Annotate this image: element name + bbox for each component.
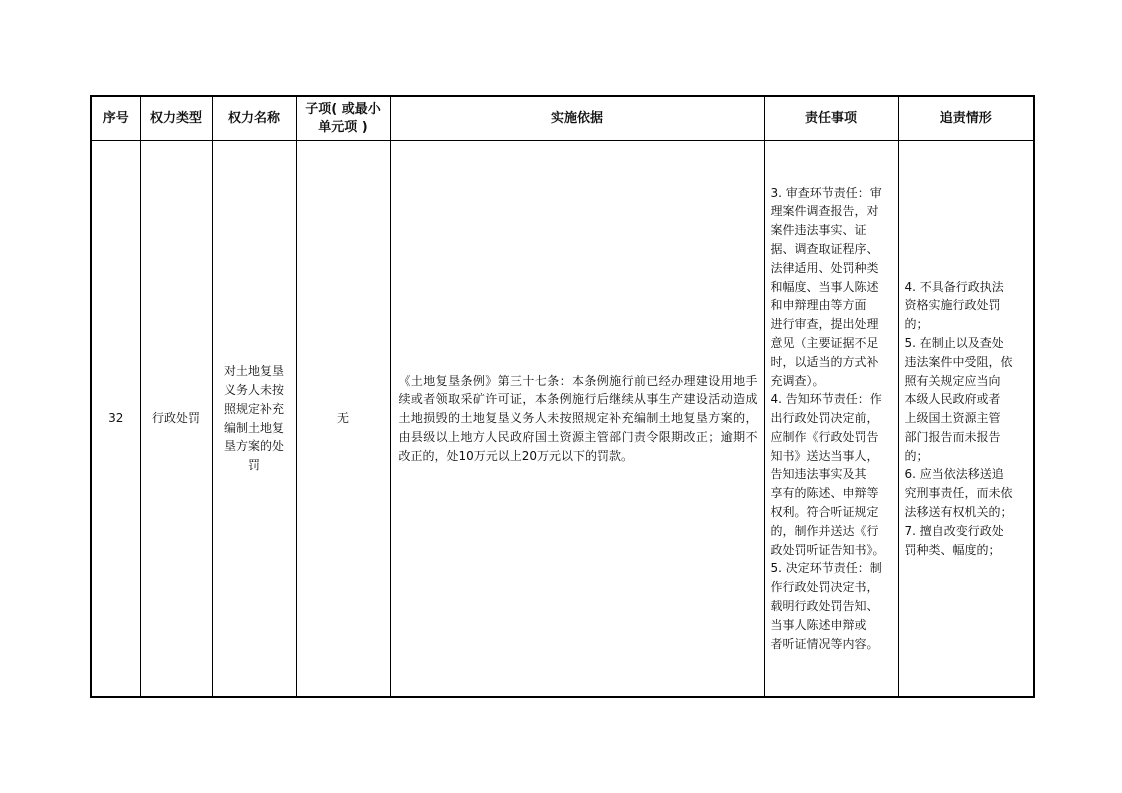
responsibility-line: 当事人陈述申辩或 — [770, 617, 867, 632]
accountability-line: 违法案件中受阻，依 — [904, 354, 1013, 369]
accountability-line: 罚种类、幅度的； — [904, 542, 1001, 557]
responsibility-line: 4. 告知环节责任：作 — [770, 392, 882, 407]
accountability-line: 法移送有权机关的； — [904, 505, 1013, 520]
cell-power-name — [212, 141, 296, 698]
responsibility-line: 作行政处罚决定书， — [770, 580, 879, 595]
responsibility-line: 案件违法事实、证 — [770, 223, 867, 238]
responsibility-line: 法律适用、处罚种类 — [770, 260, 879, 275]
responsibility-line: 理案件调查报告，对 — [770, 204, 879, 219]
responsibility-line: 5. 决定环节责任：制 — [770, 561, 882, 576]
accountability-line: 7. 擅自改变行政处 — [904, 523, 1004, 538]
responsibility-line: 和申辩理由等方面 — [770, 298, 867, 313]
responsibility-line: 据、调查取证程序、 — [770, 241, 879, 256]
accountability-line: 的； — [904, 317, 929, 332]
responsibility-line: 载明行政处罚告知、 — [770, 599, 879, 614]
accountability-line: 部门报告而未报告 — [904, 429, 1001, 444]
header-seq: 序号 — [91, 96, 140, 141]
responsibility-line: 应制作《行政处罚告 — [770, 429, 879, 444]
responsibility-line: 告知违法事实及其 — [770, 467, 867, 482]
accountability-line: 6. 应当依法移送追 — [904, 467, 1004, 482]
header-accountability: 追责情形 — [898, 96, 1034, 141]
responsibility-line: 政处罚听证告知书》。 — [770, 542, 885, 557]
accountability-line: 4. 不具备行政执法 — [904, 279, 1004, 294]
power-name-text: 对土地复垦义务人未按照规定补充编制土地复垦方案的处罚 — [223, 364, 284, 473]
responsibility-line: 和幅度、当事人陈述 — [770, 279, 879, 294]
responsibility-line: 知书》送达当事人， — [770, 448, 879, 463]
cell-power-type: 行政处罚 — [140, 141, 212, 698]
responsibility-line: 时，以适当的方式补 — [770, 354, 879, 369]
accountability-line: 上级国土资源主管 — [904, 411, 1001, 426]
cell-sub-item: 无 — [296, 141, 390, 698]
responsibility-line: 的，制作并送达《行 — [770, 523, 879, 538]
responsibility-line: 享有的陈述、申辩等 — [770, 486, 879, 501]
accountability-lines — [905, 278, 1028, 560]
header-basis: 实施依据 — [390, 96, 764, 141]
header-power-type: 权力类型 — [140, 96, 212, 141]
header-power-name: 权力名称 — [212, 96, 296, 141]
responsibility-line: 充调查）。 — [770, 373, 825, 388]
accountability-line: 照有关规定应当向 — [904, 373, 1001, 388]
table-header-row — [91, 96, 1034, 141]
header-responsibility: 责任事项 — [764, 96, 898, 141]
responsibility-line: 进行审查，提出处理 — [770, 317, 879, 332]
accountability-line: 本级人民政府或者 — [904, 392, 1001, 407]
accountability-line: 5. 在制止以及查处 — [904, 335, 1004, 350]
responsibility-line: 出行政处罚决定前， — [770, 411, 879, 426]
cell-seq: 32 — [91, 141, 140, 698]
responsibility-line: 意见（主要证据不足 — [770, 335, 879, 350]
responsibility-line: 者听证情况等内容。 — [770, 636, 879, 651]
accountability-line: 的； — [904, 448, 929, 463]
responsibility-line: 权利。符合听证规定 — [770, 505, 879, 520]
cell-basis: 《土地复垦条例》第三十七条：本条例施行前已经办理建设用地手续或者领取采矿许可证，本条例施行后继续从事生产建设活动造成土地损毁的土地复垦义务人未按照规定补充编制土地复垦方案的，由县级以上地方人民政府国土资源主管部门责令限期改正；逾期不改正的，处10万元以上20万元以下的罚款。 — [390, 141, 764, 698]
table-row — [91, 141, 1034, 698]
cell-accountability — [898, 141, 1034, 698]
accountability-line: 资格实施行政处罚 — [904, 298, 1001, 313]
cell-responsibility — [764, 141, 898, 698]
header-sub-item-line-1: 子项( 或最小 — [305, 101, 381, 117]
responsibility-lines — [771, 184, 892, 654]
accountability-line: 究刑事责任，而未依 — [904, 486, 1013, 501]
header-sub-item-line-2: 单元项 ) — [318, 119, 368, 135]
header-sub-item — [296, 96, 390, 141]
responsibility-line: 3. 审查环节责任：审 — [770, 185, 882, 200]
power-list-table — [90, 95, 1035, 698]
